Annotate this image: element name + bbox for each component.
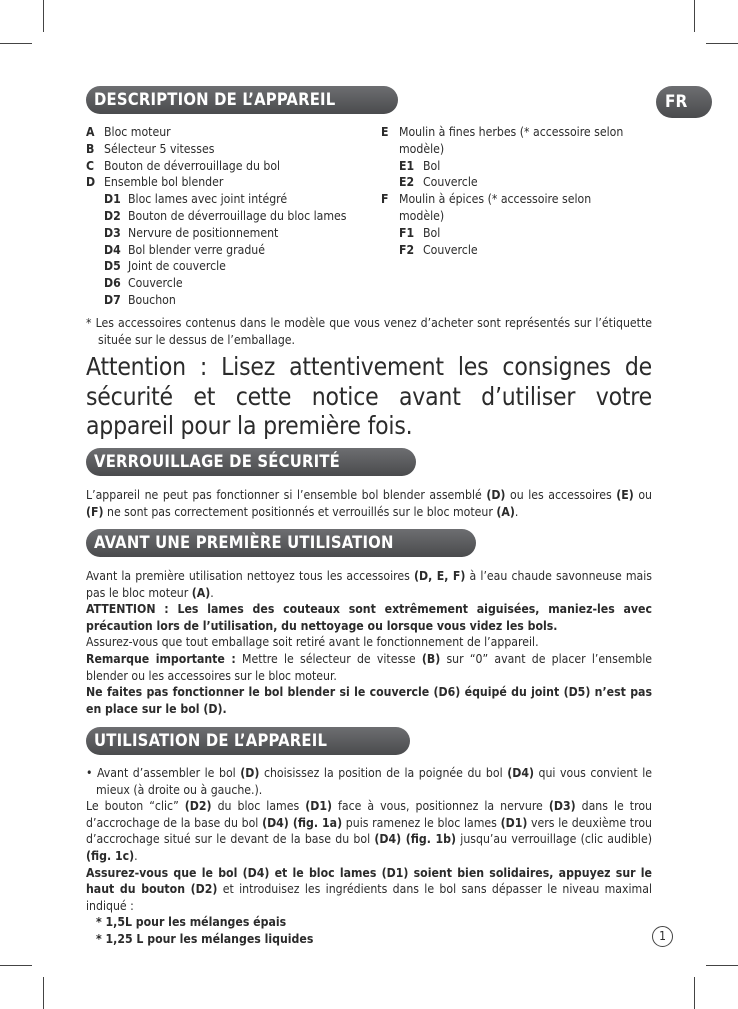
list-item: D2 Bouton de déverrouillage du bloc lames — [104, 208, 347, 223]
list-item: * 1,25 L pour les mélanges liquides — [96, 931, 314, 946]
page-number: 1 — [652, 926, 673, 947]
parts-list-left — [86, 124, 347, 309]
list-item: F Moulin à épices (* accessoire selon — [381, 192, 592, 207]
list-item: E Moulin à fines herbes (* accessoire selon — [381, 125, 624, 139]
paragraph: Remarque importante : Mettre le sélecteur de vitesse (B) sur “0” avant de placer l’ensemble blender ou les accessoires sur le bloc moteur. — [86, 651, 653, 683]
list-item: B Sélecteur 5 vitesses — [86, 141, 215, 156]
list-item: F1 Bol — [399, 225, 441, 240]
section-header-verrouillage: VERROUILLAGE DE SÉCURITÉ — [86, 448, 416, 476]
list-item: C Bouton de déverrouillage du bol — [86, 158, 281, 173]
warning-paragraph: Ne faites pas fonctionner le bol blender si le couvercle (D6) équipé du joint (D5) n’est pas en place sur le bol (D). — [86, 685, 652, 716]
list-item: D5 Joint de couvercle — [104, 259, 226, 274]
list-item: * 1,5L pour les mélanges épais — [96, 915, 287, 930]
paragraph: Assurez-vous que le bol (D4) et le bloc lames (D1) soient bien solidaires, appuyez sur le haut du bouton (D2) et introduisez les ingrédients dans le bol sans dépasser le niveau maximal indiqué : — [86, 865, 652, 913]
list-item: D4 Bol blender verre gradué — [104, 242, 266, 257]
crop-mark — [43, 0, 44, 32]
language-badge: FR — [656, 86, 712, 118]
list-item-continuation: modèle) — [399, 208, 445, 223]
list-item: D1 Bloc lames avec joint intégré — [104, 192, 288, 207]
crop-mark — [706, 965, 738, 966]
section-header-avant: AVANT UNE PREMIÈRE UTILISATION — [86, 529, 476, 557]
section-header-utilisation: UTILISATION DE L’APPAREIL — [86, 727, 410, 755]
section-header-description: DESCRIPTION DE L’APPAREIL — [86, 86, 398, 114]
paragraph: Assurez-vous que tout emballage soit retiré avant le fonctionnement de l’appareil. — [86, 635, 539, 650]
attention-heading: Attention : Lisez attentivement les consignes de sécurité et cette notice avant d’utiliser votre appareil pour la première fois. — [86, 352, 652, 440]
list-item-continuation: modèle) — [399, 141, 445, 156]
list-item: A Bloc moteur — [86, 125, 171, 139]
crop-mark — [706, 43, 738, 44]
list-item: E2 Couvercle — [399, 175, 478, 190]
list-item: F2 Couvercle — [399, 242, 478, 257]
paragraph: Avant la première utilisation nettoyez tous les accessoires (D, E, F) à l’eau chaude savonneuse mais pas le bloc moteur (A). — [86, 569, 652, 600]
crop-mark — [0, 965, 32, 966]
list-item: D6 Couvercle — [104, 276, 183, 291]
list-item: D3 Nervure de positionnement — [104, 225, 279, 240]
list-item: D7 Bouchon — [104, 292, 176, 307]
paragraph: Le bouton “clic” (D2) du bloc lames (D1) face à vous, positionnez la nervure (D3) dans le trou d’accrochage de la base du bol (D4) (fig. 1a) puis ramenez le bloc lames (D1) vers le deuxième trou d’accrochage situé sur le devant de la base du bol (D4) (fig. 1b) jusqu’au verrouillage (clic audible) (fig. 1c). — [86, 799, 653, 863]
utilisation-section — [86, 765, 652, 948]
warning-paragraph: ATTENTION : Les lames des couteaux sont extrêmement aiguisées, maniez-les avec précaution lors de l’utilisation, du nettoyage ou lorsque vous videz les bols. — [86, 602, 652, 633]
bullet-paragraph: • Avant d’assembler le bol (D) choisissez la position de la poignée du bol (D4) qui vous convient le mieux (à droite ou à gauche.). — [86, 766, 652, 797]
crop-mark — [43, 977, 44, 1009]
list-item: E1 Bol — [399, 158, 441, 173]
accessory-note: * Les accessoires contenus dans le modèle que vous venez d’acheter sont représentés sur l’étiquette située sur le dessus de l’emballage. — [86, 316, 652, 347]
crop-mark — [0, 43, 32, 44]
list-item: D Ensemble bol blender — [86, 175, 224, 190]
crop-mark — [694, 0, 695, 32]
parts-list-right — [381, 124, 623, 258]
verrouillage-paragraph: L’appareil ne peut pas fonctionner si l’ensemble bol blender assemblé (D) ou les accessoires (E) ou (F) ne sont pas correctement positionnés et verrouillés sur le bloc moteur (A). — [86, 488, 653, 519]
crop-mark — [694, 977, 695, 1009]
avant-section — [86, 568, 652, 717]
